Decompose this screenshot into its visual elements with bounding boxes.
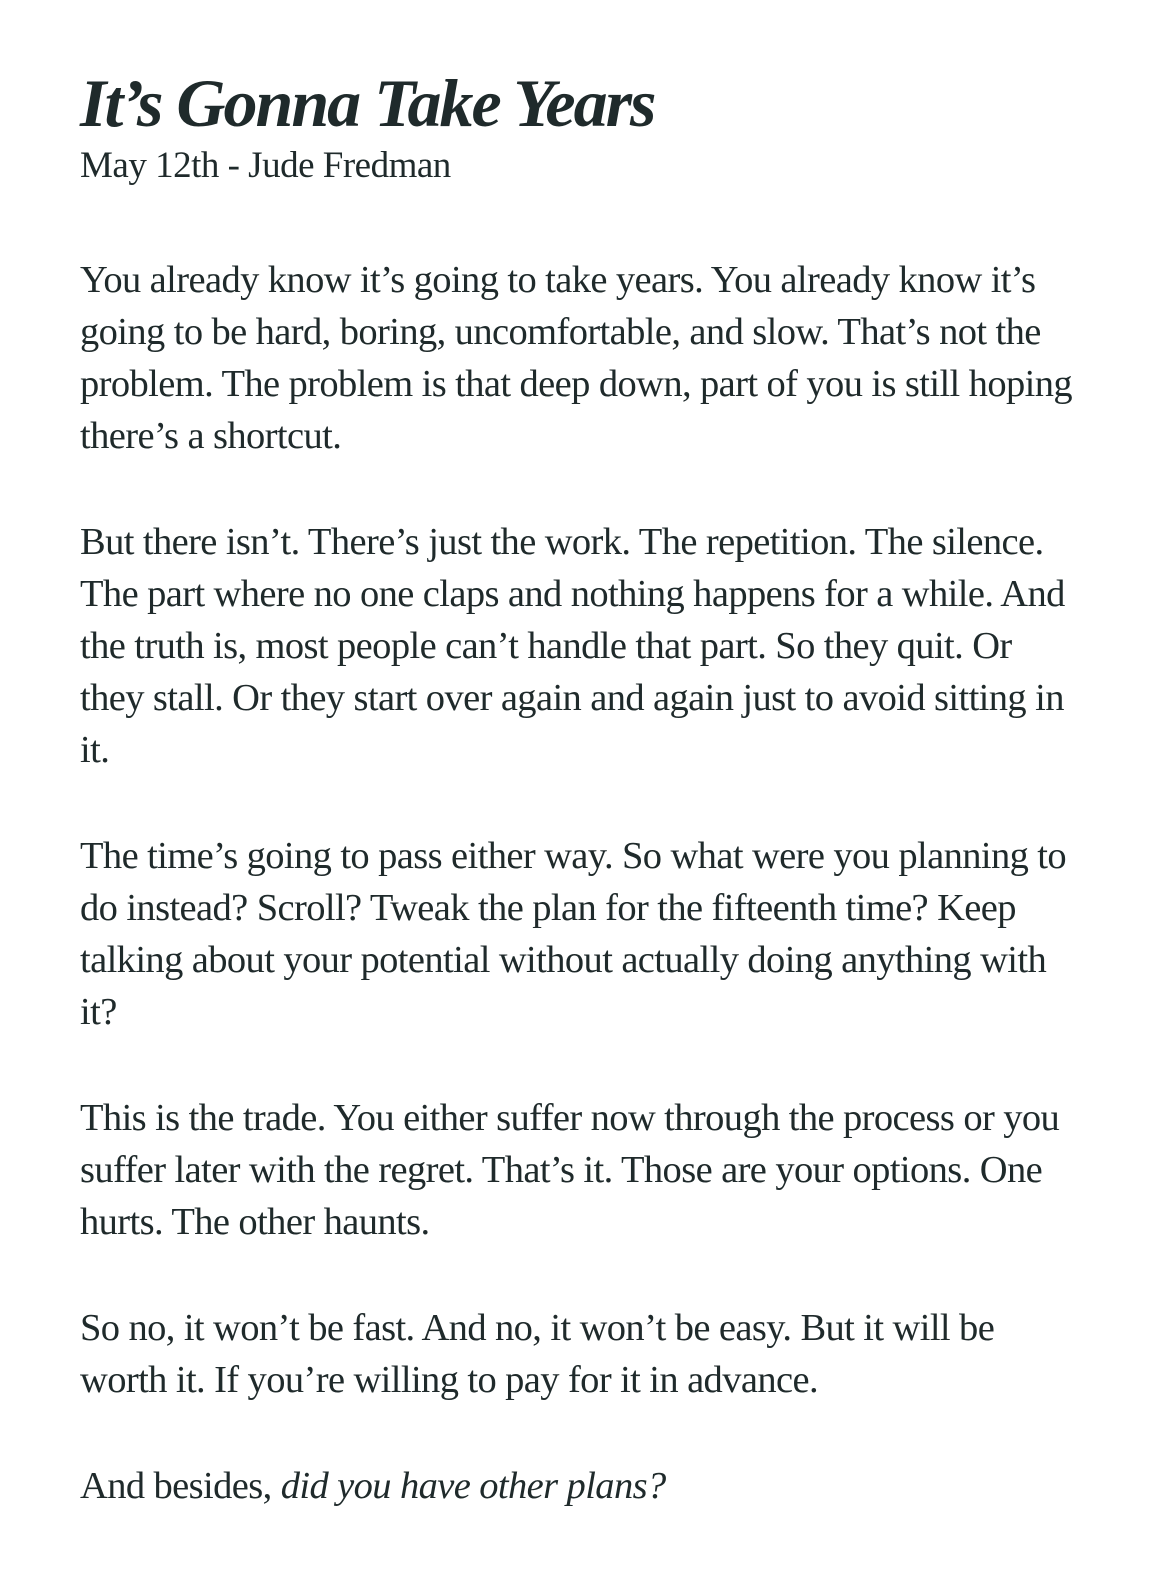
paragraph-2: But there isn’t. There’s just the work. The repetition. The silence. The part where no one claps and nothing happens for a while. And the truth is, most people can’t handle that part. So they quit. Or they stall. Or they start over again and again just to avoid sitting in it. (80, 521, 1065, 771)
paragraph-4: This is the trade. You either suffer now through the process or you suffer later with the regret. That’s it. Those are your options. One hurts. The other haunts. (80, 1097, 1060, 1243)
closing-emphasis-text: did you have other plans? (280, 1465, 666, 1507)
article-byline: May 12th - Jude Fredman (80, 145, 451, 186)
article-body (80, 254, 1082, 1512)
paragraph-5: So no, it won’t be fast. And no, it won’t be easy. But it will be worth it. If you’re willing to pay for it in advance. (80, 1307, 995, 1401)
article-title: It’s Gonna Take Years (80, 65, 655, 141)
closing-lead-text: And besides, (80, 1465, 281, 1507)
paragraph-1: You already know it’s going to take years. You already know it’s going to be hard, boring, uncomfortable, and slow. That’s not the problem. The problem is that deep down, part of you is still hoping there’s a shortcut. (80, 259, 1073, 457)
closing-paragraph (80, 1460, 1082, 1512)
paragraph-3: The time’s going to pass either way. So what were you planning to do instead? Scroll? Tweak the plan for the fifteenth time? Keep talking about your potential without actually doing anything with it? (80, 835, 1067, 1033)
